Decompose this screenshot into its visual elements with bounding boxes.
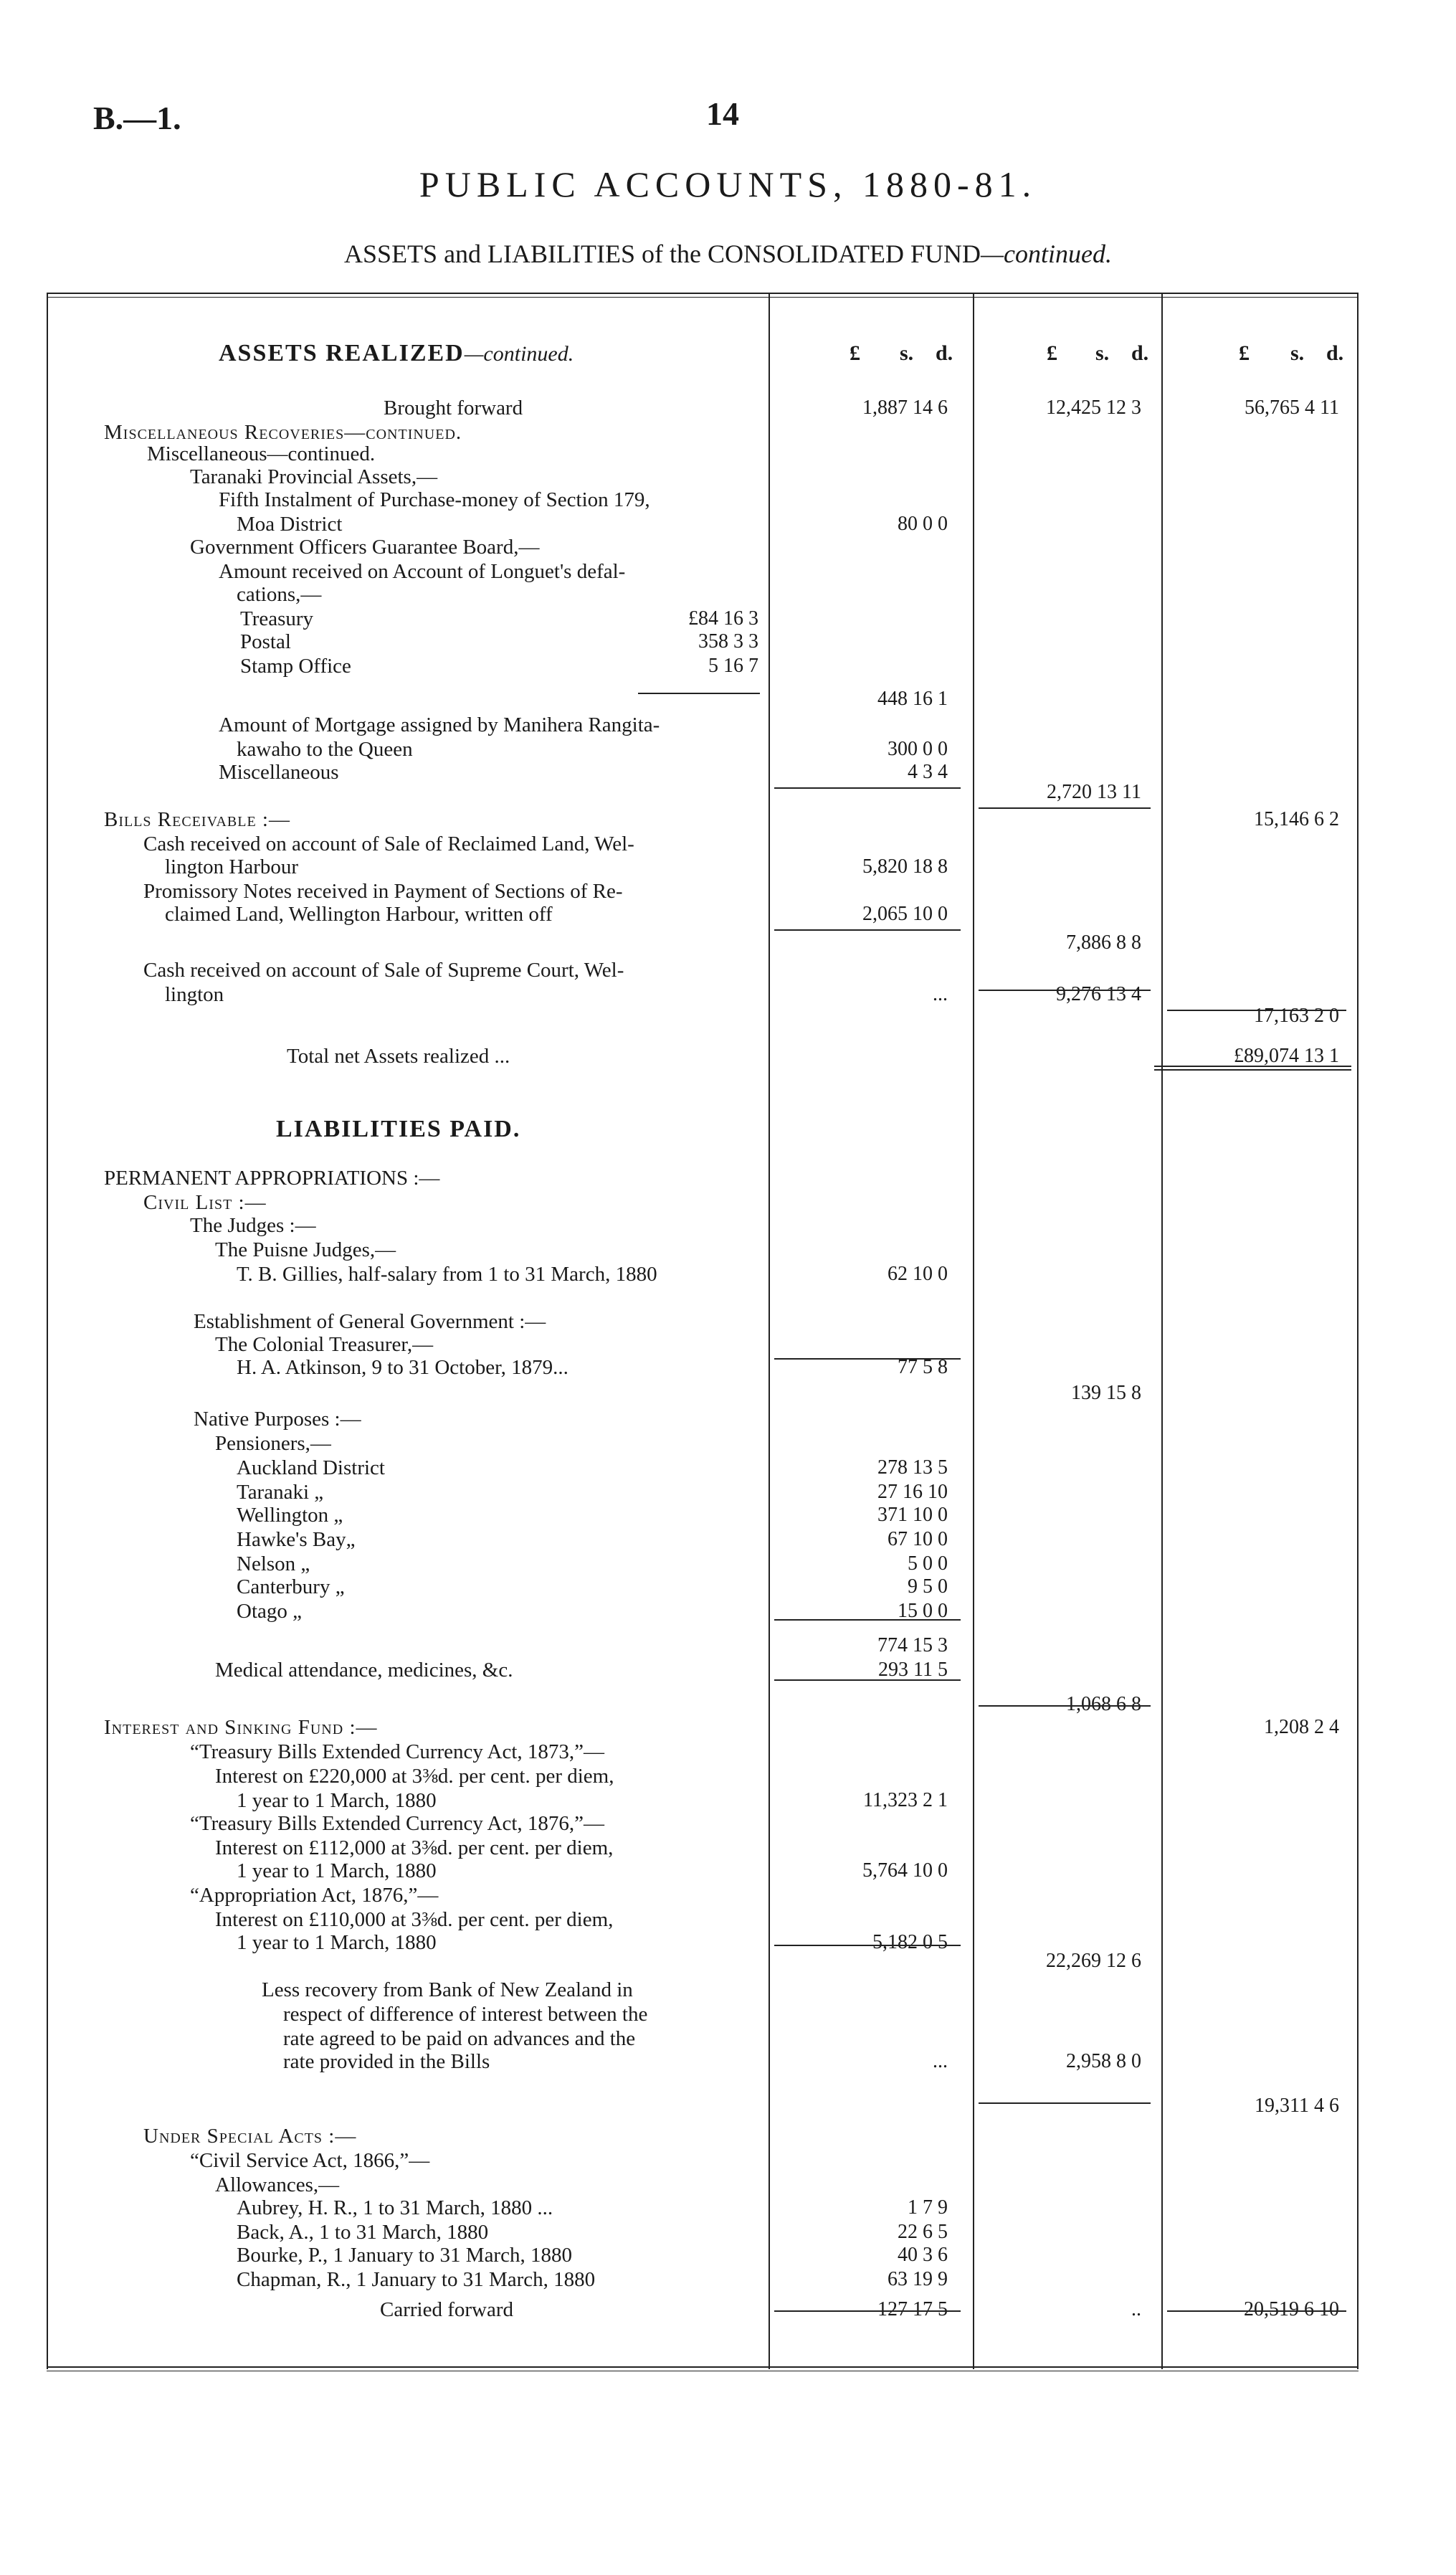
- liability-row-label: “Appropriation Act, 1876,”—: [190, 1884, 439, 1907]
- asset-row: [0, 488, 1456, 512]
- subtotal-rule-recovery: [979, 2102, 1151, 2104]
- asset-amount-c1: 1,887 14 6: [862, 397, 948, 419]
- liability-row: [0, 1836, 1456, 1860]
- asset-row: [0, 931, 1456, 955]
- liability-row: [0, 1456, 1456, 1480]
- asset-amount-c2: 12,425 12 3: [1046, 397, 1141, 419]
- liability-amount-c1: 278 13 5: [877, 1456, 948, 1479]
- asset-row: [0, 396, 1456, 420]
- asset-row-label: kawaho to the Queen: [237, 738, 413, 761]
- asset-row: [0, 982, 1456, 1007]
- asset-row-label: Taranaki Provincial Assets,—: [190, 465, 438, 488]
- liability-row: [0, 2196, 1456, 2220]
- asset-row: [0, 1044, 1456, 1068]
- liability-row: [0, 1190, 1456, 1215]
- liability-row-label: Canterbury „: [237, 1575, 345, 1598]
- liability-row-label: 1 year to 1 March, 1880: [237, 1859, 437, 1882]
- liability-amount-c1: 63 19 9: [888, 2268, 948, 2290]
- subtotal-rule-misc-2: [979, 807, 1151, 809]
- liability-row: [0, 1407, 1456, 1431]
- asset-amount-c1: 5,820 18 8: [862, 855, 948, 878]
- subtotal-rule-carried: [1167, 2310, 1346, 2312]
- liability-row-label: Nelson „: [237, 1552, 310, 1575]
- liability-row-label: 1 year to 1 March, 1880: [237, 1931, 437, 1954]
- asset-row-label: Treasury: [240, 607, 314, 630]
- asset-row-label: Stamp Office: [240, 655, 351, 678]
- liability-row: [0, 1811, 1456, 1836]
- asset-row: [0, 687, 1456, 711]
- subtotal-rule-allowances: [774, 2310, 961, 2312]
- asset-amount-c1: 4 3 4: [908, 761, 948, 783]
- liability-row-label: Interest on £112,000 at 3⅜d. per cent. per diem,: [215, 1836, 614, 1859]
- col1-pounds-header: £: [850, 341, 860, 365]
- asset-row: [0, 465, 1456, 489]
- liability-row: [0, 2267, 1456, 2292]
- liability-row: [0, 1503, 1456, 1527]
- asset-row-label: Total net Assets realized ...: [287, 1045, 510, 1068]
- liability-row: [0, 1788, 1456, 1813]
- asset-row: [0, 442, 1456, 466]
- asset-amount-c3: 56,765 4 11: [1245, 397, 1339, 419]
- liability-amount-c3: 20,519 6 10: [1244, 2298, 1339, 2320]
- asset-inner-amount: £84 16 3: [688, 607, 758, 630]
- liability-amount-c1: 11,323 2 1: [863, 1789, 948, 1811]
- asset-row: [0, 713, 1456, 737]
- asset-row: [0, 535, 1456, 559]
- asset-amount-c2: 9,276 13 4: [1056, 983, 1141, 1005]
- liability-row: [0, 2049, 1456, 2074]
- page-subtitle: [0, 239, 1456, 269]
- liability-amount-c2: 1,068 6 8: [1066, 1693, 1141, 1715]
- liability-row: [0, 1355, 1456, 1380]
- asset-row-label: Miscellaneous—continued.: [147, 442, 376, 465]
- liability-amount-c2: ..: [1131, 2298, 1141, 2320]
- liability-row: [0, 1238, 1456, 1262]
- liability-amount-c1: 77 5 8: [898, 1356, 948, 1378]
- document-reference: B.—1.: [93, 100, 181, 136]
- col3-pence-header: d.: [1326, 341, 1344, 365]
- liability-row: [0, 1633, 1456, 1658]
- liability-row: [0, 1262, 1456, 1286]
- asset-amount-c3: 15,146 6 2: [1254, 808, 1339, 830]
- asset-row: [0, 607, 1456, 631]
- subtitle-main: ASSETS and LIABILITIES of the CONSOLIDATED FUND: [344, 240, 981, 268]
- asset-row-label: Bills Receivable :—: [104, 808, 290, 831]
- asset-row: [0, 879, 1456, 904]
- liability-amount-c1: 774 15 3: [877, 1634, 948, 1656]
- liability-row-label: Carried forward: [380, 2298, 513, 2321]
- subtotal-rule-misc: [774, 787, 961, 789]
- asset-row: [0, 958, 1456, 982]
- liability-amount-c1: 371 10 0: [877, 1504, 948, 1526]
- asset-amount-c3: 17,163 2 0: [1254, 1005, 1339, 1027]
- asset-amount-c1: 80 0 0: [898, 513, 948, 535]
- asset-row-label: Promissory Notes received in Payment of Sections of Re-: [143, 880, 623, 903]
- page-number: 14: [706, 95, 739, 132]
- liability-row: [0, 1764, 1456, 1788]
- liability-amount-c1: 5,764 10 0: [862, 1859, 948, 1882]
- subtitle-continued: —continued.: [980, 240, 1112, 268]
- liability-amount-c1: 1 7 9: [908, 2196, 948, 2219]
- liability-amount-c2: 139 15 8: [1071, 1382, 1141, 1404]
- liability-row-label: “Treasury Bills Extended Currency Act, 1873,”—: [190, 1740, 605, 1763]
- asset-row-label: Cash received on account of Sale of Supreme Court, Wel-: [143, 959, 624, 982]
- liability-row: [0, 1166, 1456, 1190]
- subtotal-rule-interest: [774, 1945, 961, 1946]
- asset-row-label: Amount of Mortgage assigned by Manihera Rangita-: [219, 713, 660, 736]
- liability-row-label: Hawke's Bay„: [237, 1528, 356, 1551]
- liability-row-label: The Colonial Treasurer,—: [215, 1333, 434, 1356]
- liability-amount-c2: 2,958 8 0: [1066, 2050, 1141, 2072]
- page-title: PUBLIC ACCOUNTS, 1880-81.: [419, 164, 1037, 204]
- asset-row-label: Moa District: [237, 513, 343, 536]
- liability-amount-c1: 22 6 5: [898, 2221, 948, 2243]
- asset-row: [0, 630, 1456, 654]
- liability-amount-c1: 27 16 10: [877, 1481, 948, 1503]
- col3-pounds-header: £: [1239, 341, 1250, 365]
- liability-row-label: Aubrey, H. R., 1 to 31 March, 1880 ...: [237, 2196, 553, 2219]
- liability-row-label: Interest on £220,000 at 3⅜d. per cent. per diem,: [215, 1765, 614, 1788]
- liability-amount-c1: 15 0 0: [898, 1600, 948, 1622]
- liability-row-label: Interest and Sinking Fund :—: [104, 1716, 378, 1739]
- col3-shillings-header: s.: [1290, 341, 1305, 365]
- asset-inner-amount: 358 3 3: [698, 630, 758, 653]
- subtotal-rule-treasurer: [774, 1358, 961, 1360]
- liability-row-label: H. A. Atkinson, 9 to 31 October, 1879...: [237, 1356, 568, 1379]
- liability-row-label: “Civil Service Act, 1866,”—: [190, 2149, 430, 2172]
- subtotal-rule-pensions: [774, 1619, 961, 1621]
- liability-row-label: T. B. Gillies, half-salary from 1 to 31 March, 1880: [237, 1263, 657, 1286]
- liability-row-label: 1 year to 1 March, 1880: [237, 1789, 437, 1812]
- liability-row: [0, 1431, 1456, 1456]
- liability-row-label: Establishment of General Government :—: [194, 1310, 546, 1333]
- liability-row: [0, 1715, 1456, 1740]
- liability-row-label: The Judges :—: [190, 1214, 316, 1237]
- liability-row-label: rate agreed to be paid on advances and the: [283, 2027, 636, 2050]
- liability-row: [0, 1978, 1456, 2002]
- liability-row-label: Civil List :—: [143, 1191, 267, 1214]
- liability-row: [0, 2002, 1456, 2026]
- asset-row-label: claimed Land, Wellington Harbour, written off: [165, 903, 553, 926]
- col1-shillings-header: s.: [900, 341, 914, 365]
- asset-row-label: Amount received on Account of Longuet's defal-: [219, 560, 626, 583]
- liability-row-label: Pensioners,—: [215, 1432, 331, 1455]
- col2-shillings-header: s.: [1095, 341, 1110, 365]
- subtotal-rule-longuet: [638, 693, 760, 694]
- liability-amount-c1: 293 11 5: [878, 1659, 948, 1681]
- asset-row-label: cations,—: [237, 583, 322, 606]
- liability-row: [0, 1907, 1456, 1932]
- liability-amount-c1: 5,182 0 5: [872, 1931, 948, 1953]
- liability-row-label: Allowances,—: [215, 2173, 340, 2196]
- liability-row: [0, 1599, 1456, 1623]
- liability-row-label: Interest on £110,000 at 3⅜d. per cent. per diem,: [215, 1908, 614, 1931]
- liability-row-label: Native Purposes :—: [194, 1408, 361, 1431]
- asset-amount-c3: £89,074 13 1: [1234, 1045, 1339, 1067]
- asset-row: [0, 780, 1456, 805]
- asset-row: [0, 737, 1456, 762]
- total-double-rule: [1154, 1066, 1351, 1071]
- liability-row-label: Under Special Acts :—: [143, 2125, 357, 2148]
- liability-row: [0, 1213, 1456, 1238]
- liability-row-label: Otago „: [237, 1600, 302, 1623]
- asset-amount-c2: 2,720 13 11: [1047, 781, 1141, 803]
- liability-row: [0, 2094, 1456, 2118]
- liability-amount-c1: 40 3 6: [898, 2244, 948, 2266]
- liability-row-label: Wellington „: [237, 1504, 343, 1527]
- liability-row: [0, 2243, 1456, 2267]
- liability-row: [0, 1552, 1456, 1576]
- liability-amount-c1: 127 17 5: [877, 2298, 948, 2320]
- col2-pounds-header: £: [1047, 341, 1057, 365]
- liability-row-label: Auckland District: [237, 1456, 385, 1479]
- liability-amount-c3: 19,311 4 6: [1255, 2095, 1339, 2117]
- assets-heading-continued: —continued.: [464, 342, 574, 366]
- asset-row-label: Cash received on account of Sale of Reclaimed Land, Wel-: [143, 833, 634, 855]
- liabilities-heading: LIABILITIES PAID.: [276, 1116, 521, 1142]
- liability-row: [0, 1883, 1456, 1907]
- liability-row: [0, 2026, 1456, 2051]
- liability-row: [0, 2124, 1456, 2148]
- subtotal-rule-medical: [774, 1679, 961, 1681]
- subtotal-rule-bills: [774, 929, 961, 931]
- asset-amount-c1: 2,065 10 0: [862, 903, 948, 925]
- liability-row-label: rate provided in the Bills: [283, 2050, 490, 2073]
- liability-row-label: Medical attendance, medicines, &c.: [215, 1659, 513, 1682]
- assets-heading: [219, 340, 574, 367]
- col2-pence-header: d.: [1131, 341, 1149, 365]
- asset-amount-c1: ...: [933, 983, 948, 1005]
- liability-amount-c3: 1,208 2 4: [1264, 1716, 1339, 1738]
- asset-inner-amount: 5 16 7: [708, 655, 758, 677]
- liability-amount-c1: ...: [933, 2050, 948, 2072]
- asset-row: [0, 832, 1456, 856]
- liability-row-label: PERMANENT APPROPRIATIONS :—: [104, 1167, 440, 1190]
- liability-amount-c1: 5 0 0: [908, 1552, 948, 1575]
- liability-row: [0, 1381, 1456, 1405]
- liability-row: [0, 1527, 1456, 1552]
- liability-row: [0, 2220, 1456, 2244]
- liability-amount-c1: 9 5 0: [908, 1575, 948, 1598]
- liability-row-label: “Treasury Bills Extended Currency Act, 1876,”—: [190, 1812, 605, 1835]
- asset-row: [0, 582, 1456, 607]
- asset-row: [0, 420, 1456, 445]
- liability-row: [0, 2173, 1456, 2197]
- liability-row-label: Back, A., 1 to 31 March, 1880: [237, 2221, 489, 2244]
- liability-row: [0, 1859, 1456, 1883]
- asset-row-label: Brought forward: [384, 397, 523, 419]
- asset-row-label: Miscellaneous: [219, 761, 339, 784]
- asset-row: [0, 1004, 1456, 1028]
- assets-heading-text: ASSETS REALIZED: [219, 340, 465, 366]
- liability-row: [0, 1740, 1456, 1764]
- asset-amount-c1: 300 0 0: [888, 738, 948, 760]
- asset-row-label: Postal: [240, 630, 291, 653]
- subtotal-rule-bills-2: [979, 990, 1151, 991]
- liability-row-label: Chapman, R., 1 January to 31 March, 1880: [237, 2268, 596, 2291]
- liability-amount-c1: 62 10 0: [888, 1263, 948, 1285]
- liability-row: [0, 1332, 1456, 1357]
- liability-row-label: Bourke, P., 1 January to 31 March, 1880: [237, 2244, 572, 2267]
- liability-row-label: respect of difference of interest between the: [283, 2003, 648, 2026]
- asset-row-label: Government Officers Guarantee Board,—: [190, 536, 540, 559]
- liability-row: [0, 1575, 1456, 1599]
- col1-pence-header: d.: [936, 341, 953, 365]
- asset-row: [0, 855, 1456, 879]
- liability-row: [0, 1949, 1456, 1973]
- asset-row: [0, 512, 1456, 536]
- asset-row: [0, 807, 1456, 832]
- asset-row-label: lington Harbour: [165, 855, 299, 878]
- liability-row: [0, 2297, 1456, 2322]
- asset-amount-c1: 448 16 1: [877, 688, 948, 710]
- asset-row-label: lington: [165, 983, 224, 1006]
- subtotal-rule-native: [979, 1705, 1151, 1707]
- liability-row-label: Taranaki „: [237, 1481, 324, 1504]
- liability-row-label: The Puisne Judges,—: [215, 1238, 396, 1261]
- liability-amount-c2: 22,269 12 6: [1046, 1950, 1141, 1972]
- liability-row: [0, 1480, 1456, 1504]
- liability-row: [0, 1309, 1456, 1334]
- asset-row: [0, 902, 1456, 926]
- liability-amount-c1: 67 10 0: [888, 1528, 948, 1550]
- liability-row: [0, 1658, 1456, 1682]
- asset-row-label: Miscellaneous Recoveries—continued.: [104, 421, 462, 444]
- liability-row: [0, 2148, 1456, 2173]
- subtotal-rule-assets: [1167, 1010, 1346, 1011]
- asset-row: [0, 654, 1456, 678]
- asset-amount-c2: 7,886 8 8: [1066, 931, 1141, 954]
- liability-row: [0, 1692, 1456, 1717]
- asset-row: [0, 559, 1456, 584]
- liability-row-label: Less recovery from Bank of New Zealand in: [262, 1978, 633, 2001]
- asset-row-label: Fifth Instalment of Purchase-money of Section 179,: [219, 488, 650, 511]
